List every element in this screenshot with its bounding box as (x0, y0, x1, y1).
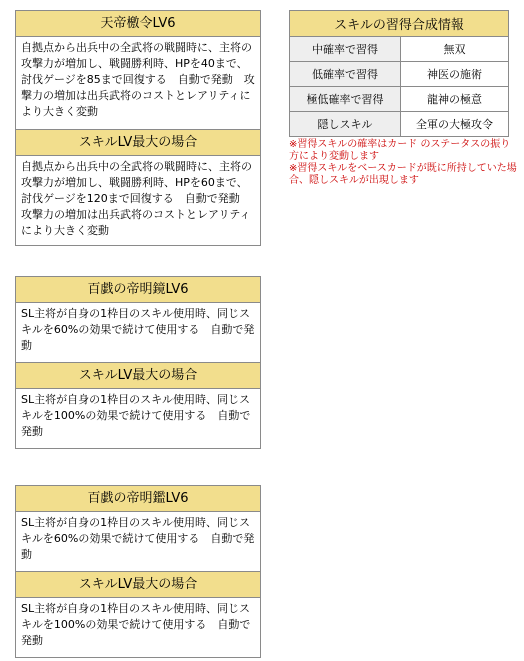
skill-description: SL主将が自身の1枠目のスキル使用時、同じスキルを60%の効果で続けて使用する 自動で発動 (16, 303, 260, 363)
table-title: スキルの習得合成情報 (290, 11, 509, 37)
skill-title: 百戯の帝明鏡LV6 (16, 277, 260, 303)
notes (289, 139, 517, 187)
skill-max-description: SL主将が自身の1枠目のスキル使用時、同じスキルを100%の効果で続けて使用する 自動で発動 (21, 602, 251, 647)
skill-title: 百戯の帝明鑑LV6 (16, 486, 260, 512)
table-row (290, 112, 509, 137)
skill-description: SL主将が自身の1枠目のスキル使用時、同じスキルを60%の効果で続けて使用する 自動で発動 (16, 512, 260, 572)
row-label: 隠しスキル (290, 112, 401, 137)
skill-max-title: スキルLV最大の場合 (16, 572, 260, 598)
skill-card-3 (15, 485, 261, 658)
note-hidden-skill: ※習得スキルをベースカードが既に所持していた場合、隠しスキルが出現します (289, 163, 517, 186)
skill-description: 自拠点から出兵中の全武将の戦闘時に、主将の攻撃力が増加し、戦闘勝利時、HPを40まで、討伐ゲージを85まで回復する 自動で発動 攻撃力の増加は出兵武将のコストとレアリティにより大きく変動 (16, 37, 260, 130)
skill-max-title: スキルLV最大の場合 (16, 130, 260, 156)
row-value: 全軍の大極攻令 (401, 112, 509, 137)
row-value: 無双 (401, 37, 509, 62)
skill-title: 天帝檄令LV6 (16, 11, 260, 37)
note-probability: ※習得スキルの確率はカード のステータスの振り方により変動します (289, 139, 511, 162)
table-row (290, 37, 509, 62)
table-row (290, 87, 509, 112)
row-label: 中確率で習得 (290, 37, 401, 62)
table-row (290, 62, 509, 87)
skill-max-description: 自拠点から出兵中の全武将の戦闘時に、主将の攻撃力が増加し、戦闘勝利時、HPを60まで、討伐ゲージを120まで回復する 自動で発動 攻撃力の増加は出兵武将のコストとレアリティにより大きく変動 (21, 160, 252, 237)
skill-card-2 (15, 276, 261, 449)
row-value: 龍神の極意 (401, 87, 509, 112)
skill-max-description: SL主将が自身の1枠目のスキル使用時、同じスキルを100%の効果で続けて使用する 自動で発動 (21, 393, 251, 438)
row-label: 極低確率で習得 (290, 87, 401, 112)
row-value: 神医の施術 (401, 62, 509, 87)
skill-acquisition-table (289, 10, 509, 137)
skill-max-title: スキルLV最大の場合 (16, 363, 260, 389)
row-label: 低確率で習得 (290, 62, 401, 87)
skill-card-1 (15, 10, 261, 246)
